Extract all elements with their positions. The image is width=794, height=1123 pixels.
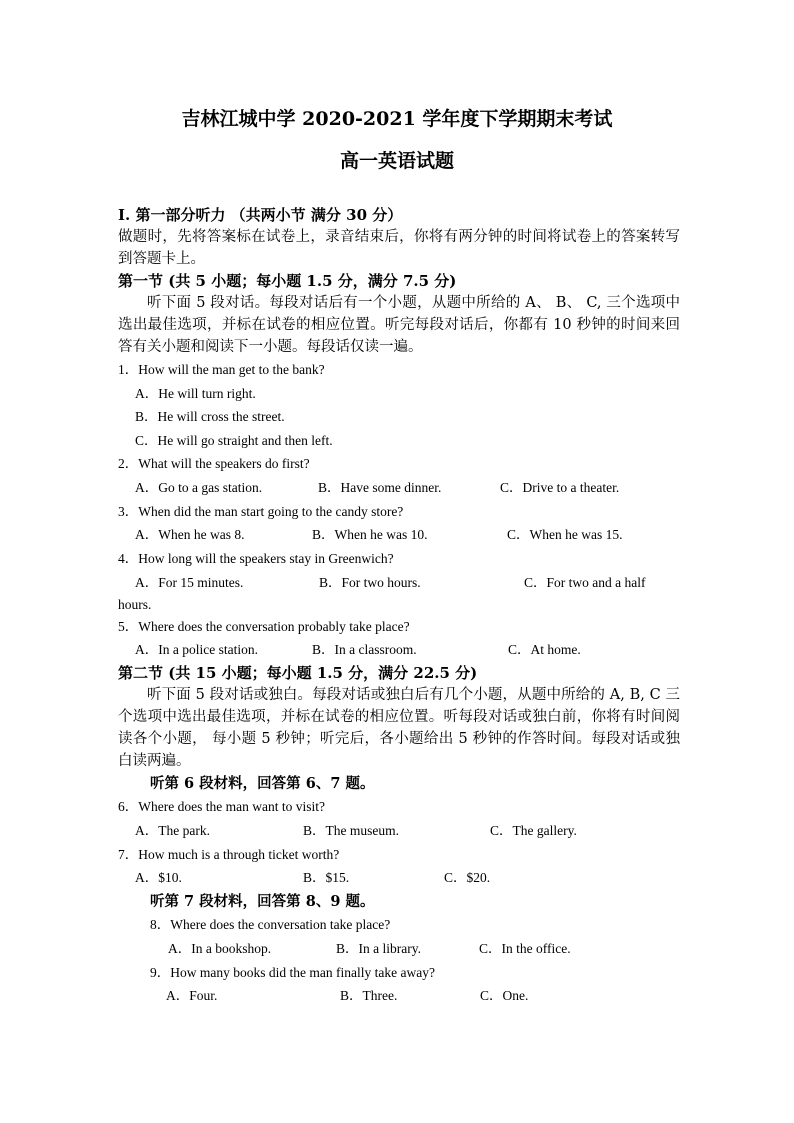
exam-subtitle: 高一英语试题 — [339, 150, 454, 172]
question-5-option-b: B．In a classroom. — [312, 642, 417, 657]
question-1-option-a: A．He will turn right. — [135, 385, 256, 401]
question-8-option-a: A．In a bookshop. — [168, 940, 272, 956]
question-5-option-c: C．At home. — [508, 642, 581, 657]
question-3-option-b: B．When he was 10. — [312, 527, 428, 542]
question-2-option-b: B．Have some dinner. — [318, 479, 442, 495]
section1-heading: 第一节 (共 5 小题；每小题 1.5 分，满分 7.5 分) — [118, 272, 457, 290]
question-9-option-c: C．One. — [480, 988, 529, 1003]
question-9-option-a: A．Four. — [166, 988, 218, 1003]
question-4-option-c-continued: hours. — [118, 596, 152, 612]
question-7-stem: 7．How much is a through ticket worth? — [118, 846, 340, 862]
question-3-option-c: C．When he was 15. — [507, 527, 623, 542]
question-7-option-b: B．$15. — [303, 870, 350, 885]
section2-instruction: 听下面 5 段对话或独白。每段对话或独白后有几个小题，从题中所给的 A, B, C 三个选项中选出最佳选项，并标在试卷的相应位置。听每段对话或独白前，你将有时间阅读各个小题， 每小题 5 秒钟；听完后，各小题给出 5 秒钟的作答时间。每段对话或独白读两遍。 — [118, 687, 680, 769]
question-6-options — [118, 819, 680, 843]
question-7-option-c: C．$20. — [444, 870, 491, 885]
question-1-option-c: C．He will go straight and then left. — [135, 432, 333, 448]
question-5-option-a: A．In a police station. — [135, 642, 258, 657]
exam-title: 吉林江城中学 2020-2021 学年度下学期期末考试 — [181, 108, 613, 130]
question-6-stem: 6．Where does the man want to visit? — [118, 799, 325, 814]
question-9-option-b: B．Three. — [340, 988, 398, 1003]
question-8-options — [118, 937, 680, 961]
question-1-option-b: B．He will cross the street. — [135, 409, 285, 424]
question-3-options — [118, 523, 680, 547]
question-9-stem: 9．How many books did the man finally take away? — [150, 964, 435, 980]
question-6-option-c: C．The gallery. — [490, 822, 577, 838]
question-4-option-b: B．For two hours. — [319, 574, 421, 590]
question-6-option-a: A．The park. — [135, 822, 210, 838]
question-1-stem: 1．How will the man get to the bank? — [118, 362, 325, 377]
question-4-options — [118, 571, 680, 595]
question-6-option-b: B．The museum. — [303, 822, 399, 838]
question-8-stem: 8．Where does the conversation take place? — [150, 917, 391, 932]
material-6-heading: 听第 6 段材料，回答第 6、7 题。 — [150, 775, 375, 792]
question-2-options — [118, 476, 680, 500]
question-3-stem: 3．When did the man start going to the candy store? — [118, 503, 404, 519]
question-4-option-c: C．For two and a half — [524, 574, 646, 590]
question-3-option-a: A．When he was 8. — [135, 527, 245, 542]
question-4-option-a: A．For 15 minutes. — [135, 574, 244, 590]
question-4-stem: 4．How long will the speakers stay in Greenwich? — [118, 551, 394, 566]
part1-instruction: 做题时，先将答案标在试卷上，录音结束后，你将有两分钟的时间将试卷上的答案转写到答题卡上。 — [118, 229, 680, 267]
section2-heading: 第二节 (共 15 小题；每小题 1.5 分，满分 22.5 分) — [118, 664, 478, 682]
section1-instruction: 听下面 5 段对话。每段对话后有一个小题，从题中所给的 A、 B、 C, 三个选项中选出最佳选项，并标在试卷的相应位置。听完每段对话后，你都有 10 秒钟的时间来回答有关小题和阅读下一小题。每段话仅读一遍。 — [118, 295, 680, 355]
question-9-options — [118, 984, 680, 1008]
exam-content — [118, 204, 680, 1008]
question-2-stem: 2．What will the speakers do first? — [118, 456, 310, 471]
question-2-option-c: C．Drive to a theater. — [500, 479, 620, 495]
question-5-options — [118, 638, 680, 662]
material-7-heading: 听第 7 段材料，回答第 8、9 题。 — [150, 893, 375, 910]
part1-heading: Ⅰ. 第一部分听力 （共两小节 满分 30 分） — [118, 206, 403, 224]
question-7-option-a: A．$10. — [135, 870, 182, 885]
question-8-option-c: C．In the office. — [479, 940, 571, 956]
question-5-stem: 5．Where does the conversation probably take place? — [118, 618, 410, 634]
question-2-option-a: A．Go to a gas station. — [135, 479, 263, 495]
question-8-option-b: B．In a library. — [336, 940, 421, 956]
question-7-options — [118, 866, 680, 890]
